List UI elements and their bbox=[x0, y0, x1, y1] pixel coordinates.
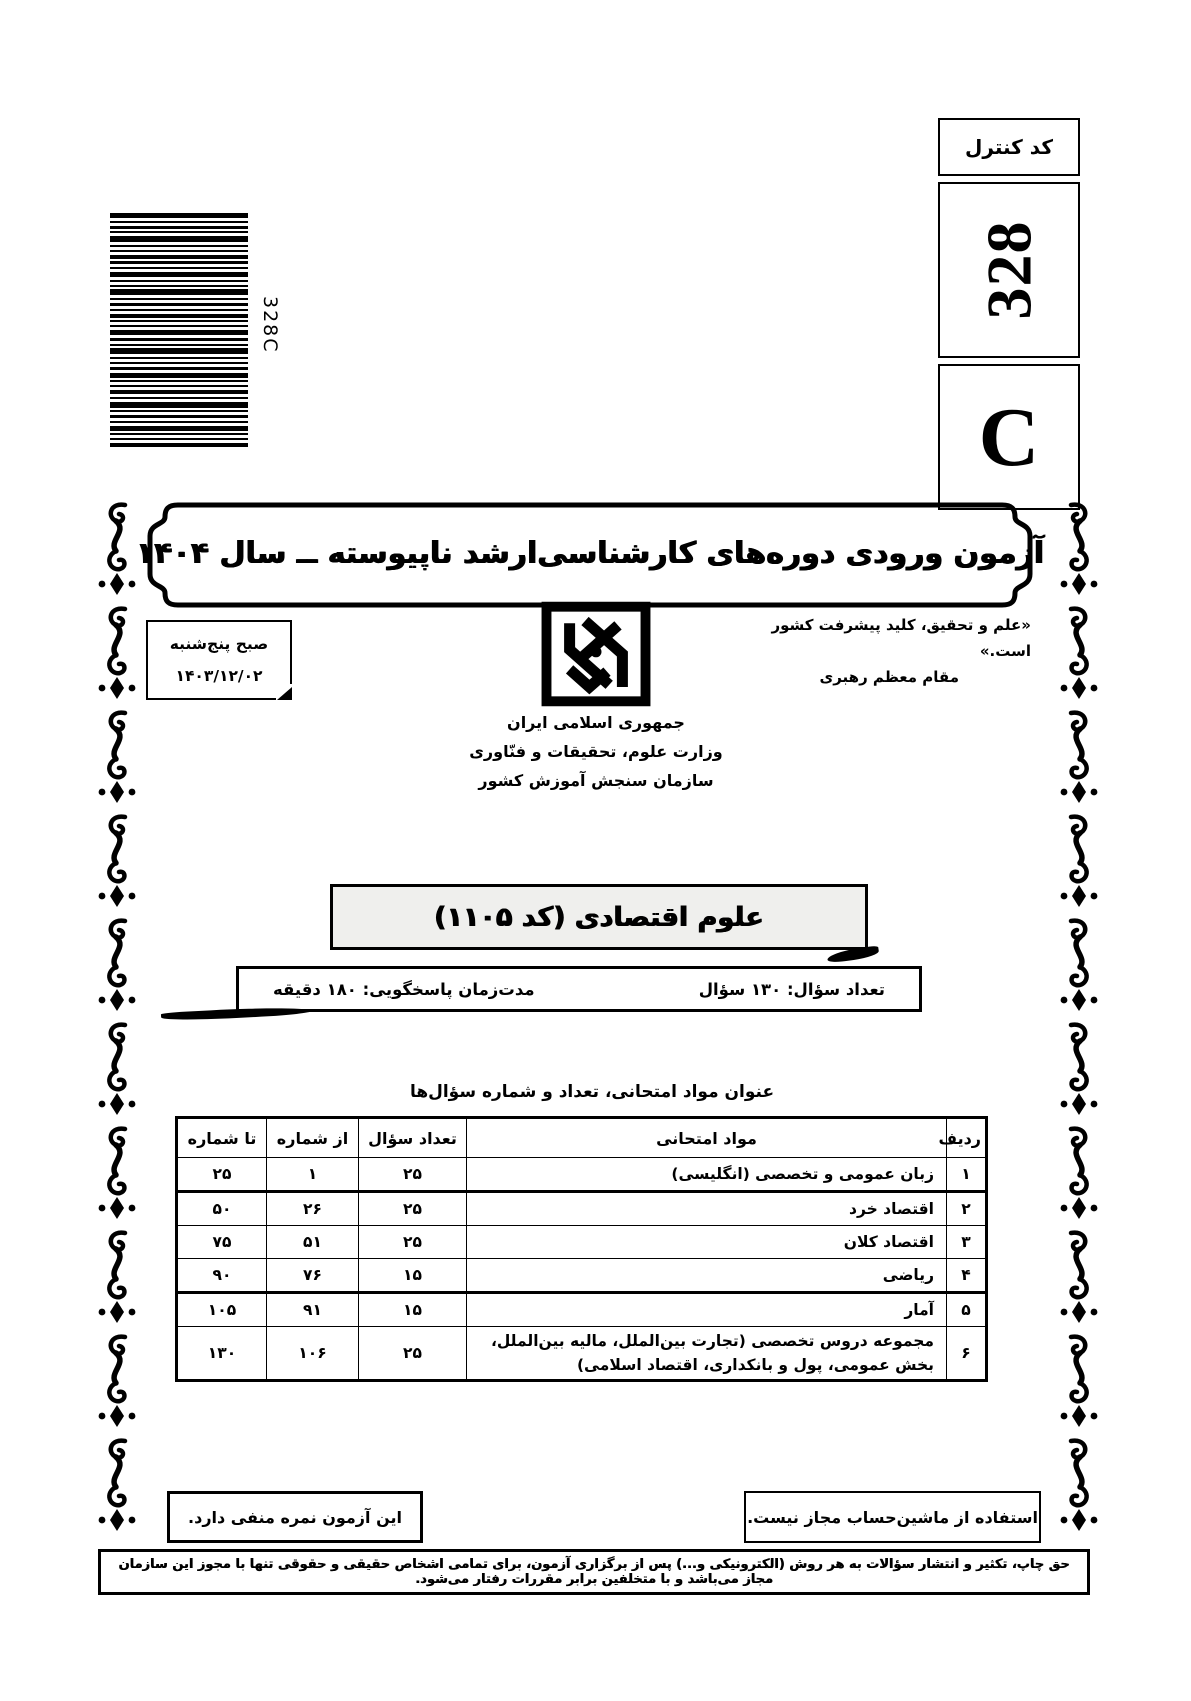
barcode-bar bbox=[110, 362, 248, 364]
scroll-ornament-icon bbox=[1057, 1020, 1101, 1124]
scroll-ornament-icon bbox=[95, 708, 139, 812]
scroll-ornament-icon bbox=[1057, 1436, 1101, 1540]
session-date-box bbox=[146, 620, 292, 700]
scroll-ornament-icon bbox=[95, 604, 139, 708]
barcode-bar bbox=[110, 314, 248, 318]
brush-swoosh bbox=[161, 1005, 311, 1022]
exam-duration: مدت‌زمان پاسخگویی: ۱۸۰ دقیقه bbox=[273, 979, 535, 999]
org-agency: سازمان سنجش آموزش کشور bbox=[478, 771, 714, 790]
quote-block bbox=[721, 612, 1031, 690]
cell-row-number: ۳ bbox=[947, 1226, 987, 1259]
table-row bbox=[177, 1293, 987, 1327]
quote-attribution: مقام معظم رهبری bbox=[819, 668, 959, 686]
table-row bbox=[177, 1192, 987, 1226]
barcode-bar bbox=[110, 373, 248, 378]
cell-subject: زبان عمومی و تخصصی (انگلیسی) bbox=[467, 1158, 947, 1192]
barcode-bar bbox=[110, 338, 248, 341]
barcode-bar bbox=[110, 421, 248, 423]
barcode-bar bbox=[110, 325, 248, 327]
session-date: ۱۴۰۳/۱۲/۰۲ bbox=[175, 666, 263, 685]
barcode-bar bbox=[110, 367, 248, 370]
barcode-bar bbox=[110, 380, 248, 382]
barcode-bar bbox=[110, 303, 248, 306]
scroll-ornament-icon bbox=[95, 1020, 139, 1124]
header-row-number: ردیف bbox=[947, 1118, 987, 1158]
header-from: از شماره bbox=[267, 1118, 359, 1158]
table-row bbox=[177, 1327, 987, 1381]
barcode-bar bbox=[110, 320, 248, 322]
barcode-bar bbox=[110, 330, 248, 335]
cell-row-number: ۴ bbox=[947, 1259, 987, 1293]
table-header-row bbox=[177, 1118, 987, 1158]
barcode-bar bbox=[110, 231, 248, 233]
barcode-bar bbox=[110, 410, 248, 412]
scroll-ornament-icon bbox=[95, 1228, 139, 1332]
table-row bbox=[177, 1259, 987, 1293]
exam-info-bar bbox=[236, 966, 922, 1012]
cell-to: ۷۵ bbox=[177, 1226, 267, 1259]
scroll-ornament-icon bbox=[95, 812, 139, 916]
scroll-ornament-icon bbox=[1057, 604, 1101, 708]
cell-subject: آمار bbox=[467, 1293, 947, 1327]
header-to: تا شماره bbox=[177, 1118, 267, 1158]
barcode-bar bbox=[110, 426, 248, 431]
barcode-bar bbox=[110, 298, 248, 300]
barcode bbox=[110, 213, 248, 450]
scroll-ornament-icon bbox=[95, 1124, 139, 1228]
quote-text: «علم و تحقیق، کلید پیشرفت کشور است.» bbox=[771, 616, 1031, 660]
table-row bbox=[177, 1158, 987, 1192]
barcode-bar bbox=[110, 261, 248, 264]
control-code-label: کد کنترل bbox=[938, 118, 1080, 176]
cell-to: ۱۰۵ bbox=[177, 1293, 267, 1327]
cell-from: ۷۶ bbox=[267, 1259, 359, 1293]
header-count: تعداد سؤال bbox=[359, 1118, 467, 1158]
scroll-ornament-icon bbox=[95, 916, 139, 1020]
cell-subject: مجموعه دروس تخصصی (تجارت بین‌الملل، مالیه بین‌الملل، بخش عمومی، پول و بانکداری، اقتصاد اسلامی) bbox=[467, 1327, 947, 1381]
barcode-bar bbox=[110, 272, 248, 277]
cell-count: ۲۵ bbox=[359, 1158, 467, 1192]
barcode-bar bbox=[110, 255, 248, 259]
barcode-bar bbox=[110, 397, 248, 399]
cell-from: ۵۱ bbox=[267, 1226, 359, 1259]
barcode-bar bbox=[110, 344, 248, 346]
barcode-bar bbox=[110, 280, 248, 282]
barcode-bar bbox=[110, 285, 248, 287]
cell-subject: اقتصاد خرد bbox=[467, 1192, 947, 1226]
cell-count: ۲۵ bbox=[359, 1327, 467, 1381]
barcode-bar bbox=[110, 213, 248, 218]
copyright-bar: حق چاپ، تکثیر و انتشار سؤالات به هر روش (الکترونیکی و...) پس از برگزاری آزمون، برای تمامی اشخاص حقیقی و حقوقی تنها با مجوز این سازمان مجاز می‌باشد و با متخلفین برابر مقررات رفتار می‌شود. bbox=[98, 1549, 1090, 1595]
sanjesh-logo-icon bbox=[541, 601, 651, 711]
barcode-bar bbox=[110, 267, 248, 269]
barcode-bar bbox=[110, 385, 248, 387]
negative-score-note: این آزمون نمره منفی دارد. bbox=[167, 1491, 423, 1543]
cell-row-number: ۲ bbox=[947, 1192, 987, 1226]
exam-title-box bbox=[330, 884, 868, 950]
barcode-bar bbox=[110, 348, 248, 354]
cell-to: ۲۵ bbox=[177, 1158, 267, 1192]
barcode-bar bbox=[110, 438, 248, 440]
barcode-bar bbox=[110, 357, 248, 359]
scroll-ornament-icon bbox=[1057, 500, 1101, 604]
cell-row-number: ۱ bbox=[947, 1158, 987, 1192]
organization-block bbox=[420, 708, 772, 795]
brush-swoosh bbox=[826, 945, 879, 963]
cell-row-number: ۵ bbox=[947, 1293, 987, 1327]
exam-banner bbox=[136, 496, 1044, 614]
org-ministry: وزارت علوم، تحقیقات و فنّاوری bbox=[469, 742, 723, 761]
banner-title: آزمون ورودی دوره‌های کارشناسی‌ارشد ناپیوسته ــ سال ۱۴۰۴ bbox=[135, 535, 1045, 571]
cell-from: ۹۱ bbox=[267, 1293, 359, 1327]
booklet-code-number: 328 bbox=[938, 182, 1080, 358]
barcode-text: 328C bbox=[259, 296, 281, 354]
subjects-table bbox=[175, 1116, 988, 1382]
barcode-bar bbox=[110, 226, 248, 229]
folded-corner bbox=[276, 684, 293, 701]
barcode-bar bbox=[110, 390, 248, 394]
scroll-ornament-icon bbox=[95, 500, 139, 604]
scroll-ornament-icon bbox=[1057, 812, 1101, 916]
cell-row-number: ۶ bbox=[947, 1327, 987, 1381]
barcode-bar bbox=[110, 402, 248, 408]
scroll-ornament-icon bbox=[95, 1436, 139, 1540]
barcode-bar bbox=[110, 250, 248, 252]
cell-to: ۵۰ bbox=[177, 1192, 267, 1226]
cell-count: ۲۵ bbox=[359, 1192, 467, 1226]
scroll-ornament-icon bbox=[95, 1332, 139, 1436]
cell-count: ۱۵ bbox=[359, 1259, 467, 1293]
control-code-column bbox=[938, 118, 1080, 510]
cell-count: ۲۵ bbox=[359, 1226, 467, 1259]
ornament-border-left bbox=[94, 500, 140, 1540]
cell-subject: ریاضی bbox=[467, 1259, 947, 1293]
scroll-ornament-icon bbox=[1057, 708, 1101, 812]
scroll-ornament-icon bbox=[1057, 1332, 1101, 1436]
barcode-bar bbox=[110, 433, 248, 435]
barcode-bar bbox=[110, 245, 248, 247]
calculator-note: استفاده از ماشین‌حساب مجاز نیست. bbox=[744, 1491, 1041, 1543]
cell-to: ۱۳۰ bbox=[177, 1327, 267, 1381]
barcode-bar bbox=[110, 221, 248, 223]
scroll-ornament-icon bbox=[1057, 1124, 1101, 1228]
table-row bbox=[177, 1226, 987, 1259]
session-day: صبح پنج‌شنبه bbox=[169, 635, 269, 654]
org-country: جمهوری اسلامی ایران bbox=[507, 713, 685, 732]
barcode-bar bbox=[110, 289, 248, 295]
ornament-border-right bbox=[1056, 500, 1102, 1540]
scroll-ornament-icon bbox=[1057, 1228, 1101, 1332]
cell-subject: اقتصاد کلان bbox=[467, 1226, 947, 1259]
header-subject: مواد امتحانی bbox=[467, 1118, 947, 1158]
exam-title: علوم اقتصادی (کد ۱۱۰۵) bbox=[434, 901, 764, 933]
cell-count: ۱۵ bbox=[359, 1293, 467, 1327]
barcode-bar bbox=[110, 415, 248, 418]
cell-from: ۱۰۶ bbox=[267, 1327, 359, 1381]
question-count: تعداد سؤال: ۱۳۰ سؤال bbox=[698, 979, 885, 999]
cell-to: ۹۰ bbox=[177, 1259, 267, 1293]
barcode-bar bbox=[110, 236, 248, 242]
barcode-bar bbox=[110, 309, 248, 311]
cell-from: ۱ bbox=[267, 1158, 359, 1192]
cell-from: ۲۶ bbox=[267, 1192, 359, 1226]
barcode-bar bbox=[110, 443, 248, 447]
scroll-ornament-icon bbox=[1057, 916, 1101, 1020]
booklet-code-letter: C bbox=[938, 364, 1080, 510]
table-title: عنوان مواد امتحانی، تعداد و شماره سؤال‌ها bbox=[409, 1082, 775, 1102]
